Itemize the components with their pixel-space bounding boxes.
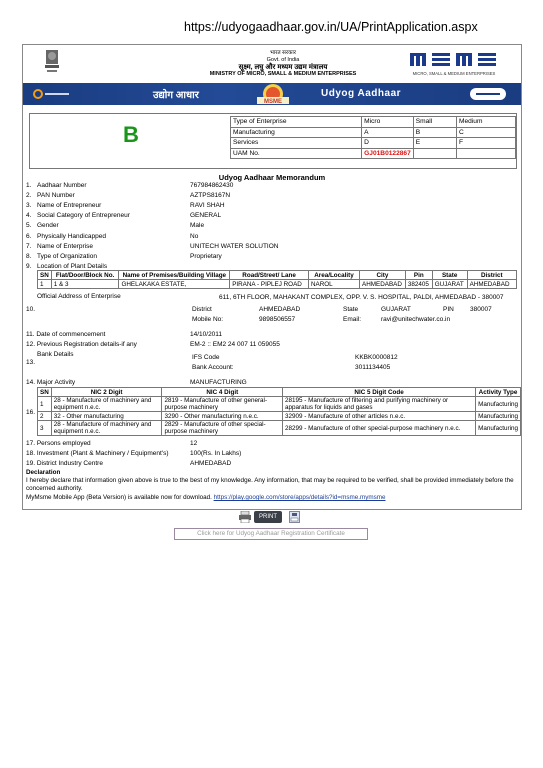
field-number: 4. — [26, 212, 32, 220]
pin-value: 380007 — [470, 306, 492, 313]
field-value: AZTPS8167N — [190, 192, 231, 200]
field-number: 8. — [26, 252, 32, 260]
ministry-english: MINISTRY OF MICRO, SMALL & MEDIUM ENTERPRISES — [209, 71, 357, 77]
table-cell: GHELAKAKA ESTATE, — [119, 280, 230, 289]
field-value: No — [190, 232, 199, 240]
table-cell: PIRANA - PIPLEJ ROAD — [230, 280, 309, 289]
enterprise-type-cell: Manufacturing — [231, 127, 362, 138]
enterprise-type-cell: Small — [413, 117, 456, 128]
table-cell: 3290 - Other manufacturing n.e.c. — [162, 412, 283, 421]
table-cell: 32909 - Manufacture of other articles n.e.c. — [283, 412, 476, 421]
banner-title-english: Udyog Aadhaar — [321, 88, 402, 99]
table-cell: 28195 - Manufacture of filtering and purifying machinery or apparatus for liquids and gases — [283, 397, 476, 412]
enterprise-type-cell: GJ01B0122867 — [362, 148, 414, 159]
field-value: Proprietary — [190, 252, 222, 260]
field-label: Name of Entrepreneur — [37, 202, 102, 210]
field-value: UNITECH WATER SOLUTION — [190, 242, 279, 250]
table-cell: Manufacturing — [476, 412, 521, 421]
office-address-label: Official Address of Enterprise — [37, 293, 121, 300]
enterprise-type-cell: Services — [231, 138, 362, 149]
column-header: Area/Locality — [308, 271, 359, 280]
enterprise-type-box — [29, 113, 517, 169]
gov-hindi: भारत सरकार — [269, 50, 297, 56]
table-row — [231, 117, 516, 128]
table-cell: 28299 - Manufacture of other special-purpose machinery n.e.c. — [283, 421, 476, 436]
mobile-label: Mobile No: — [192, 316, 224, 323]
enterprise-type-cell — [413, 148, 456, 159]
ministry-title — [173, 50, 393, 78]
column-header: Activity Type — [476, 388, 521, 397]
enterprise-type-cell — [457, 148, 516, 159]
table-cell: 2829 - Manufacture of other special-purpose machinery — [162, 421, 283, 436]
persons-employed-label: 17. Persons employed — [26, 440, 91, 447]
banner-title-hindi: उद्योग आधार — [153, 90, 199, 101]
field-label: Social Category of Entrepreneur — [37, 212, 130, 220]
persons-employed-value: 12 — [190, 440, 198, 447]
msme-caption: MICRO, SMALL & MEDIUM ENTERPRISES — [412, 71, 496, 76]
dic-label: 19. District Industry Centre — [26, 460, 103, 467]
enterprise-type-cell: UAM No. — [231, 148, 362, 159]
office-number: 10. — [26, 306, 36, 313]
enterprise-type-cell: B — [413, 127, 456, 138]
field-value: 767984862430 — [190, 182, 234, 189]
column-header: City — [360, 271, 406, 280]
state-label: State — [343, 306, 359, 313]
column-header: State — [432, 271, 467, 280]
msme-logo-icon — [408, 51, 500, 79]
major-activity-label: 14. Major Activity — [26, 379, 76, 386]
district-value: AHMEDABAD — [259, 306, 301, 313]
field-label: Location of Plant Details — [37, 262, 108, 270]
enterprise-type-cell: Type of Enterprise — [231, 117, 362, 128]
table-cell: 3 — [38, 421, 52, 436]
mobile-app-note — [26, 494, 386, 502]
ifs-value: KKBK0000812 — [355, 354, 398, 361]
table-row — [38, 421, 521, 436]
svg-text:MSME: MSME — [264, 99, 282, 105]
table-cell: AHMEDABAD — [467, 280, 516, 289]
table-cell: GUJARAT — [432, 280, 467, 289]
field-label: Type of Organization — [37, 252, 97, 260]
national-emblem-icon — [43, 48, 61, 78]
field-number: 9. — [26, 262, 32, 270]
field-value: Male — [190, 222, 205, 230]
bank-details-label: Bank Details — [37, 351, 74, 358]
field-label: Name of Enterprise — [37, 242, 93, 250]
page-url: https://udyogaadhaar.gov.in/UA/PrintApplication.aspx — [184, 20, 478, 34]
column-header: SN — [38, 271, 52, 280]
field-label: Physically Handicapped — [37, 232, 107, 240]
field-label: Aadhaar Number — [37, 182, 87, 189]
bank-account-label: Bank Account: — [192, 364, 234, 371]
table-cell: 1 — [38, 280, 52, 289]
table-cell: 32 - Other manufacturing — [51, 412, 162, 421]
enterprise-category-letter: B — [123, 122, 139, 147]
field-number: 5. — [26, 222, 32, 230]
investment-label: 18. Investment (Plant & Machinery / Equipment's) — [26, 450, 169, 457]
enterprise-type-cell: F — [457, 138, 516, 149]
printer-icon[interactable] — [238, 511, 252, 523]
table-row — [231, 138, 516, 149]
table-row — [231, 148, 516, 159]
registration-certificate-button[interactable]: Click here for Udyog Aadhaar Registration Certificate — [174, 528, 368, 540]
field-number: 1. — [26, 182, 32, 189]
column-header: Flat/Door/Block No. — [51, 271, 119, 280]
table-cell: 28 - Manufacture of machinery and equipment n.e.c. — [51, 397, 162, 412]
table-cell: NAROL — [308, 280, 359, 289]
table-cell: AHMEDABAD — [360, 280, 406, 289]
declaration-text: I hereby declare that information given above is true to the best of my knowledge. Any information, that may be required to be verified, shall be provided immediately before the concerned authority. — [26, 477, 514, 492]
enterprise-type-cell: A — [362, 127, 414, 138]
column-header: NIC 5 Digit Code — [283, 388, 476, 397]
field-number: 3. — [26, 202, 32, 210]
mobile-value: 9898506557 — [259, 316, 296, 323]
commencement-label: 11. Date of commencement — [26, 331, 106, 338]
memorandum-title: Udyog Aadhaar Memorandum — [218, 173, 326, 182]
table-row — [231, 127, 516, 138]
field-label: Gender — [37, 222, 59, 230]
declaration-title: Declaration — [26, 469, 61, 476]
table-cell: 1 & 3 — [51, 280, 119, 289]
udyog-aadhaar-banner — [23, 83, 521, 105]
column-header: Name of Premises/Building Village — [119, 271, 230, 280]
mobile-app-link[interactable]: https://play.google.com/store/apps/details?id=msme.mymsme — [213, 494, 386, 501]
ministry-hindi: सूक्ष्म, लघु और मध्यम उद्यम मंत्रालय — [238, 64, 328, 71]
pin-label: PIN — [443, 306, 454, 313]
table-row — [38, 397, 521, 412]
enterprise-type-cell: Micro — [362, 117, 414, 128]
table-row — [38, 280, 517, 289]
previous-registration-value: EM-2 :: EM2 24 007 11 059055 — [190, 341, 280, 348]
field-label: PAN Number — [37, 192, 75, 200]
column-header: Road/Street/ Lane — [230, 271, 309, 280]
table-cell: 28 - Manufacture of machinery and equipment n.e.c. — [51, 421, 162, 436]
column-header: Pin — [405, 271, 432, 280]
previous-registration-label: 12. Previous Registration details-if any — [26, 341, 137, 348]
table-cell: Manufacturing — [476, 397, 521, 412]
government-header — [23, 45, 521, 83]
commencement-value: 14/10/2011 — [190, 331, 223, 338]
msme-emblem-icon — [245, 83, 301, 105]
ministry-badge-icon — [470, 88, 506, 100]
field-number: 2. — [26, 192, 32, 200]
major-activity-value: MANUFACTURING — [190, 379, 247, 386]
enterprise-type-cell: Medium — [457, 117, 516, 128]
office-address: 611, 6TH FLOOR, MAHAKANT COMPLEX, OPP. V. S. HOSPITAL, PALDI, AHMEDABAD - 380007 — [219, 294, 504, 301]
save-document-icon[interactable] — [289, 511, 300, 523]
district-label: District — [192, 306, 212, 313]
field-number: 7. — [26, 242, 32, 250]
gov-english: Govt. of India — [266, 57, 300, 63]
nic-code-table — [37, 387, 521, 436]
table-cell: 382405 — [405, 280, 432, 289]
table-cell: 2 — [38, 412, 52, 421]
field-value: GENERAL — [190, 212, 222, 220]
ifs-label: IFS Code — [192, 354, 220, 361]
email-label: Email: — [343, 316, 362, 323]
table-row — [38, 412, 521, 421]
column-header: NIC 2 Digit — [51, 388, 162, 397]
dic-value: AHMEDABAD — [190, 460, 232, 467]
enterprise-type-cell: D — [362, 138, 414, 149]
enterprise-type-cell: C — [457, 127, 516, 138]
column-header: NIC 4 Digit — [162, 388, 283, 397]
field-value: RAVI SHAH — [190, 202, 225, 210]
enterprise-type-cell: E — [413, 138, 456, 149]
table-cell: Manufacturing — [476, 421, 521, 436]
bank-number: 13. — [26, 359, 36, 366]
nic-number: 16. — [26, 409, 36, 416]
investment-value: 100(Rs. In Lakhs) — [190, 450, 242, 457]
state-value: GUJARAT — [381, 306, 411, 313]
email-value: ravi@unitechwater.co.in — [381, 316, 451, 323]
print-button[interactable]: PRINT — [254, 511, 282, 523]
digital-india-logo-icon — [31, 87, 71, 101]
column-header: District — [467, 271, 516, 280]
field-number: 6. — [26, 232, 32, 240]
plant-location-table — [37, 270, 517, 289]
enterprise-type-table — [230, 116, 516, 159]
column-header: SN — [38, 388, 52, 397]
bank-account-value: 3011134405 — [355, 364, 391, 371]
table-cell: 2819 - Manufacture of other general-purpose machinery — [162, 397, 283, 412]
mobile-app-text: MyMsme Mobile App (Beta Version) is available now for download. — [26, 494, 212, 501]
table-cell: 1 — [38, 397, 52, 412]
print-document — [22, 44, 522, 510]
